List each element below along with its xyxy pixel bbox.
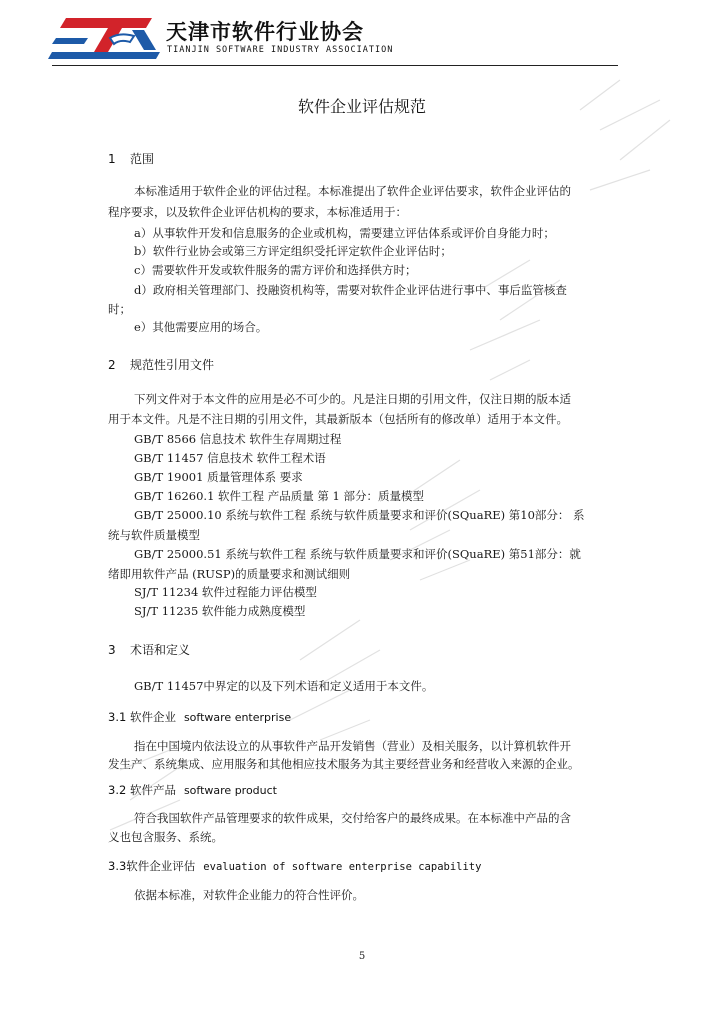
term-en: evaluation of software enterprise capability — [203, 861, 482, 873]
term-definition: 符合我国软件产品管理要求的软件成果，交付给客户的最终成果。在本标准中产品的含 — [134, 811, 571, 825]
section-number: 2 — [108, 358, 116, 372]
term-definition: 发生产、系统集成、应用服务和其他相应技术服务为其主要经营业务和经营收入来源的企业。 — [108, 757, 580, 771]
term-heading — [108, 858, 481, 874]
list-item: b）软件行业协会或第三方评定组织受托评定软件企业评估时； — [134, 244, 452, 258]
section-title: 术语和定义 — [130, 643, 191, 657]
section-number: 3 — [108, 643, 116, 657]
reference-item: GB/T 8566 信息技术 软件生存周期过程 — [134, 432, 342, 446]
association-logo — [48, 12, 164, 60]
term-definition: 义也包含服务、系统。 — [108, 830, 223, 844]
term-number: 3.1 — [108, 710, 127, 724]
reference-item: GB/T 19001 质量管理体系 要求 — [134, 470, 303, 484]
reference-item: SJ/T 11235 软件能力成熟度模型 — [134, 604, 306, 618]
paragraph: 用于本文件。凡是不注日期的引用文件，其最新版本（包括所有的修改单）适用于本文件。 — [108, 412, 568, 426]
section-heading-refs — [108, 356, 214, 373]
list-item: e）其他需要应用的场合。 — [134, 320, 268, 334]
term-number: 3.2 — [108, 783, 127, 797]
section-title: 范围 — [130, 152, 155, 166]
section-heading-terms — [108, 641, 190, 658]
reference-item: 统与软件质量模型 — [108, 528, 200, 542]
section-number: 1 — [108, 152, 116, 166]
document-title: 软件企业评估规范 — [297, 97, 426, 116]
paragraph: GB/T 11457中界定的以及下列术语和定义适用于本文件。 — [134, 679, 434, 693]
paragraph: 程序要求，以及软件企业评估机构的要求，本标准适用于： — [108, 205, 407, 219]
page-number: 5 — [358, 951, 366, 962]
term-definition: 指在中国境内依法设立的从事软件产品开发销售（营业）及相关服务，以计算机软件开 — [134, 739, 571, 753]
list-item: a）从事软件开发和信息服务的企业或机构，需要建立评估体系或评价自身能力时； — [134, 226, 555, 240]
list-item: d）政府相关管理部门、投融资机构等，需要对软件企业评估进行事中、事后监管核查 — [134, 283, 567, 297]
org-name-cn: 天津市软件行业协会 — [166, 20, 364, 44]
org-name-en: TIANJIN SOFTWARE INDUSTRY ASSOCIATION — [167, 45, 394, 55]
term-definition: 依据本标准，对软件企业能力的符合性评价。 — [134, 888, 364, 902]
term-number: 3.3 — [108, 859, 127, 873]
paragraph: 下列文件对于本文件的应用是必不可少的。凡是注日期的引用文件，仅注日期的版本适 — [134, 392, 571, 406]
reference-item: GB/T 25000.51 系统与软件工程 系统与软件质量要求和评价(SQuaRE) 第51部分：就 — [134, 547, 581, 561]
reference-item: GB/T 11457 信息技术 软件工程术语 — [134, 451, 326, 465]
term-en: software product — [183, 784, 277, 797]
term-en: software enterprise — [183, 711, 292, 724]
term-cn: 软件产品 — [129, 783, 176, 797]
term-cn: 软件企业评估 — [126, 859, 196, 873]
list-item: 时； — [108, 302, 131, 316]
section-heading-scope — [108, 150, 154, 167]
term-cn: 软件企业 — [129, 710, 176, 724]
section-title: 规范性引用文件 — [130, 358, 215, 372]
reference-item: 绪即用软件产品 (RUSP)的质量要求和测试细则 — [108, 567, 351, 581]
term-heading — [108, 782, 277, 798]
header-divider — [52, 65, 618, 66]
list-item: c）需要软件开发或软件服务的需方评价和选择供方时； — [134, 263, 417, 277]
reference-item: GB/T 16260.1 软件工程 产品质量 第 1 部分：质量模型 — [134, 489, 424, 503]
paragraph: 本标准适用于软件企业的评估过程。本标准提出了软件企业评估要求，软件企业评估的 — [134, 184, 571, 198]
reference-item: SJ/T 11234 软件过程能力评估模型 — [134, 585, 317, 599]
reference-item: GB/T 25000.10 系统与软件工程 系统与软件质量要求和评价(SQuaRE) 第10部分： 系 — [134, 508, 585, 522]
term-heading — [108, 709, 291, 725]
document-header — [48, 10, 620, 68]
